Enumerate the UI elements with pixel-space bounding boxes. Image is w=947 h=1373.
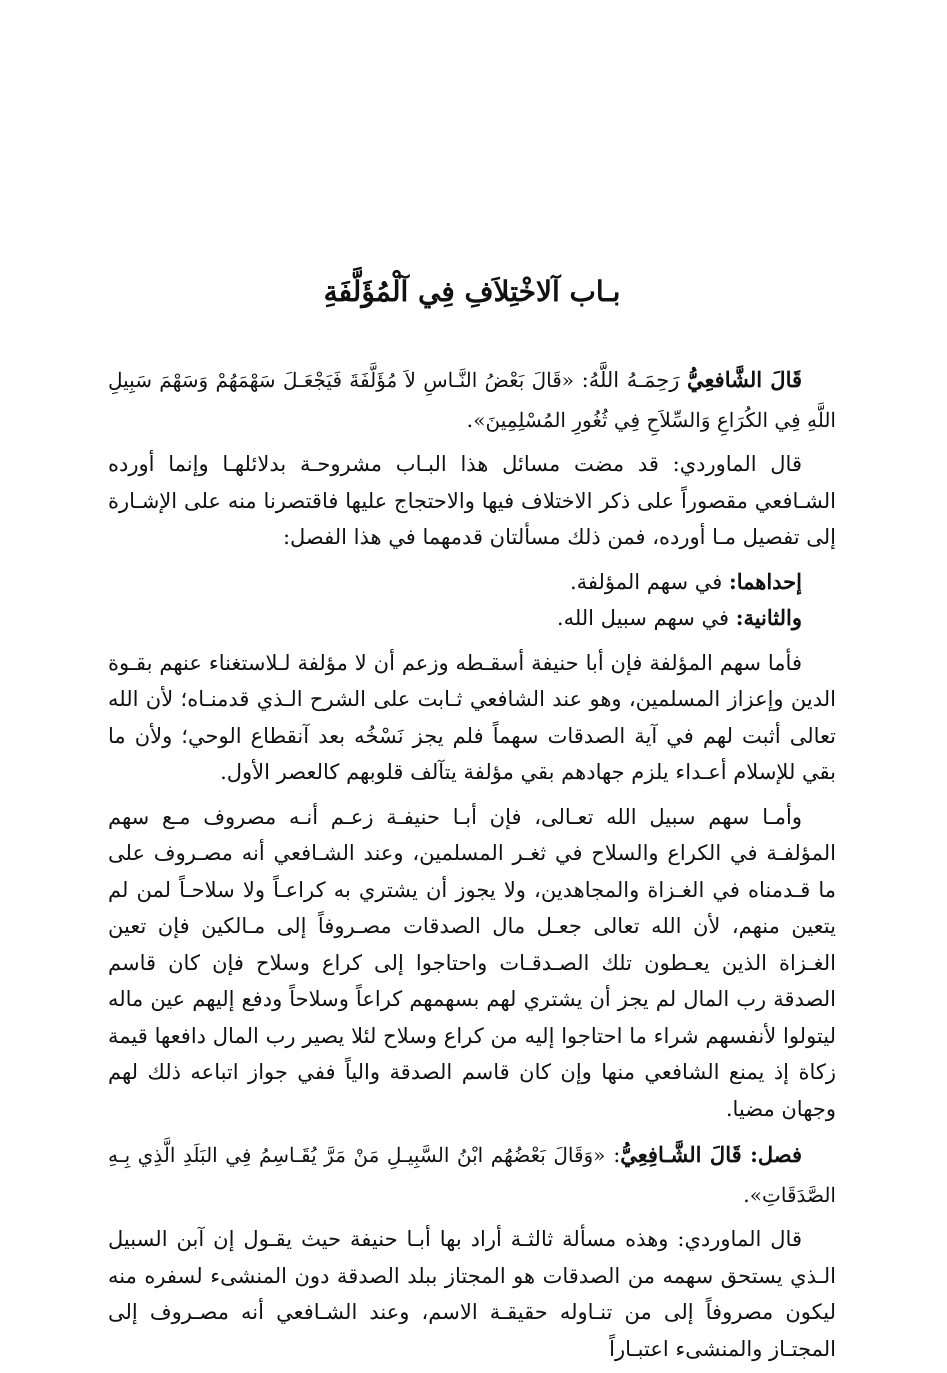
- list-item: [108, 564, 802, 601]
- page-body: [108, 268, 836, 1367]
- paragraph-sabil-allah-share: وأمـا سهم سبيل الله تعـالى، فإن أبـا حنيفـة زعـم أنـه مصروف مـع سهم المؤلفـة في الكراع والسلاح في ثغـر المسلمين، وعند الشـافعي أنه مصـروف على ما قـدمناه في الغـزاة والمجاهدين، ولا يجوز أن يشتري به كراعـاً ولا سلاحـاً لمن لم يتعين منهم، لأن الله تعالى جعـل مال الصدقات مصـروفاً إلى مـالكين فإن تعين الغـزاة الذين يعـطون تلك الصـدقـات واحتاجوا إلى كراع وسلاح فإن كان قاسم الصدقة رب المال لم يجز أن يشتري لهم بسهمهم كراعاً وسلاحاً ودفع إليهم عين ماله ليتولوا لأنفسهم شراء ما احتاجوا إليه من كراع وسلاح لئلا يصير رب المال دافعها قيمة زكاة إذ يمنع الشافعي منها وإن كان قاسم الصدقة والياً ففي جواز اتباعه ذلك لهم وجهان مضيا.: [108, 804, 836, 1121]
- list-item-text: في سهم سبيل الله.: [556, 606, 736, 630]
- paragraph-prefix: رَحِمَـهُ اللَّهُ:: [574, 368, 688, 392]
- paragraph-suffix: .: [743, 1183, 750, 1207]
- paragraph-lead: قَالَ الشَّافعِيُّ: [687, 367, 803, 392]
- list-item-label: إحداهما:: [728, 568, 802, 594]
- paragraph-fasl-quote: [108, 1135, 836, 1215]
- list-item-label: والثانية:: [735, 605, 802, 630]
- chapter-title: بـاب آلاخْتِلاَفِ فِي آلْمُؤَلَّفَةِ: [323, 275, 621, 308]
- quotation-text: «قَالَ بَعْضُ النَّـاسِ لاَ مُؤَلَّفَةَ فَيَجْعَـلَ سَهْمَهُمْ وَسَهْمَ سَبِيلِ اللَّهِ فِي الكُرَاعِ وَالسِّلاَحِ فِي ثُغُورِ المُسْلِمِينَ»: [108, 368, 836, 432]
- list-item-text: في سهم المؤلفة.: [569, 569, 729, 594]
- list-item: [108, 600, 802, 637]
- paragraph-lead: فصل: قَالَ الشَّـافِعِيُّ: [620, 1142, 802, 1167]
- paragraph-muallafa-share: فأما سهم المؤلفة فإن أبا حنيفة أسقـطه وزعم أن لا مؤلفة لـلاستغناء عنهم بقـوة الدين وإعزاز المسلمين، وهو عند الشافعي ثـابت على الشرح الـذي قدمنـاه؛ لأن الله تعالى أثبت لهم في آية الصدقات سهماً فلم يجز نَسْخُه بعد آنقطاع الوحي؛ ولأن ما بقي للإسلام أعـداء يلزم جهادهم بقي مؤلفة يتآلف قلوبهم كالعصر الأول.: [108, 650, 836, 784]
- quotation-text: «وَقَالَ بَعْضُهُم ابْنُ السَّبِيـلِ مَنْ مَرَّ يُقَـاسِمُ فِي البَلَدِ الَّذِي بِـهِ الصَّدَقَاتِ»: [108, 1143, 836, 1207]
- paragraph-suffix: .: [466, 408, 474, 432]
- paragraph-mawardi-intro: قال الماوردي: قد مضت مسائل هذا البـاب مشروحـة بدلائلهـا وإنما أورده الشـافعي مقصوراً على ذكر الاختلاف فيها والاحتجاج عليها فاقتصرنا منه على الإشـارة إلى تفصيل مـا أورده، فمن ذلك مسألتان قدمهما في هذا الفصل:: [108, 452, 836, 549]
- paragraph-prefix: :: [605, 1143, 621, 1167]
- paragraph-ibn-sabil: قال الماوردي: وهذه مسألة ثالثـة أراد بها أبـا حنيفة حيث يقـول إن آبن السبيل الـذي يستحق سهمه من الصدقات هو المجتاز ببلد الصدقة دون المنشىء لسفره منه ليكون مصروفاً إلى من تنـاوله حقيقـة الاسم، وعند الشـافعي أنه مصـروف إلى المجتـاز والمنشىء اعتبـاراً: [108, 1227, 836, 1361]
- paragraph-shafii-quote: [108, 360, 836, 440]
